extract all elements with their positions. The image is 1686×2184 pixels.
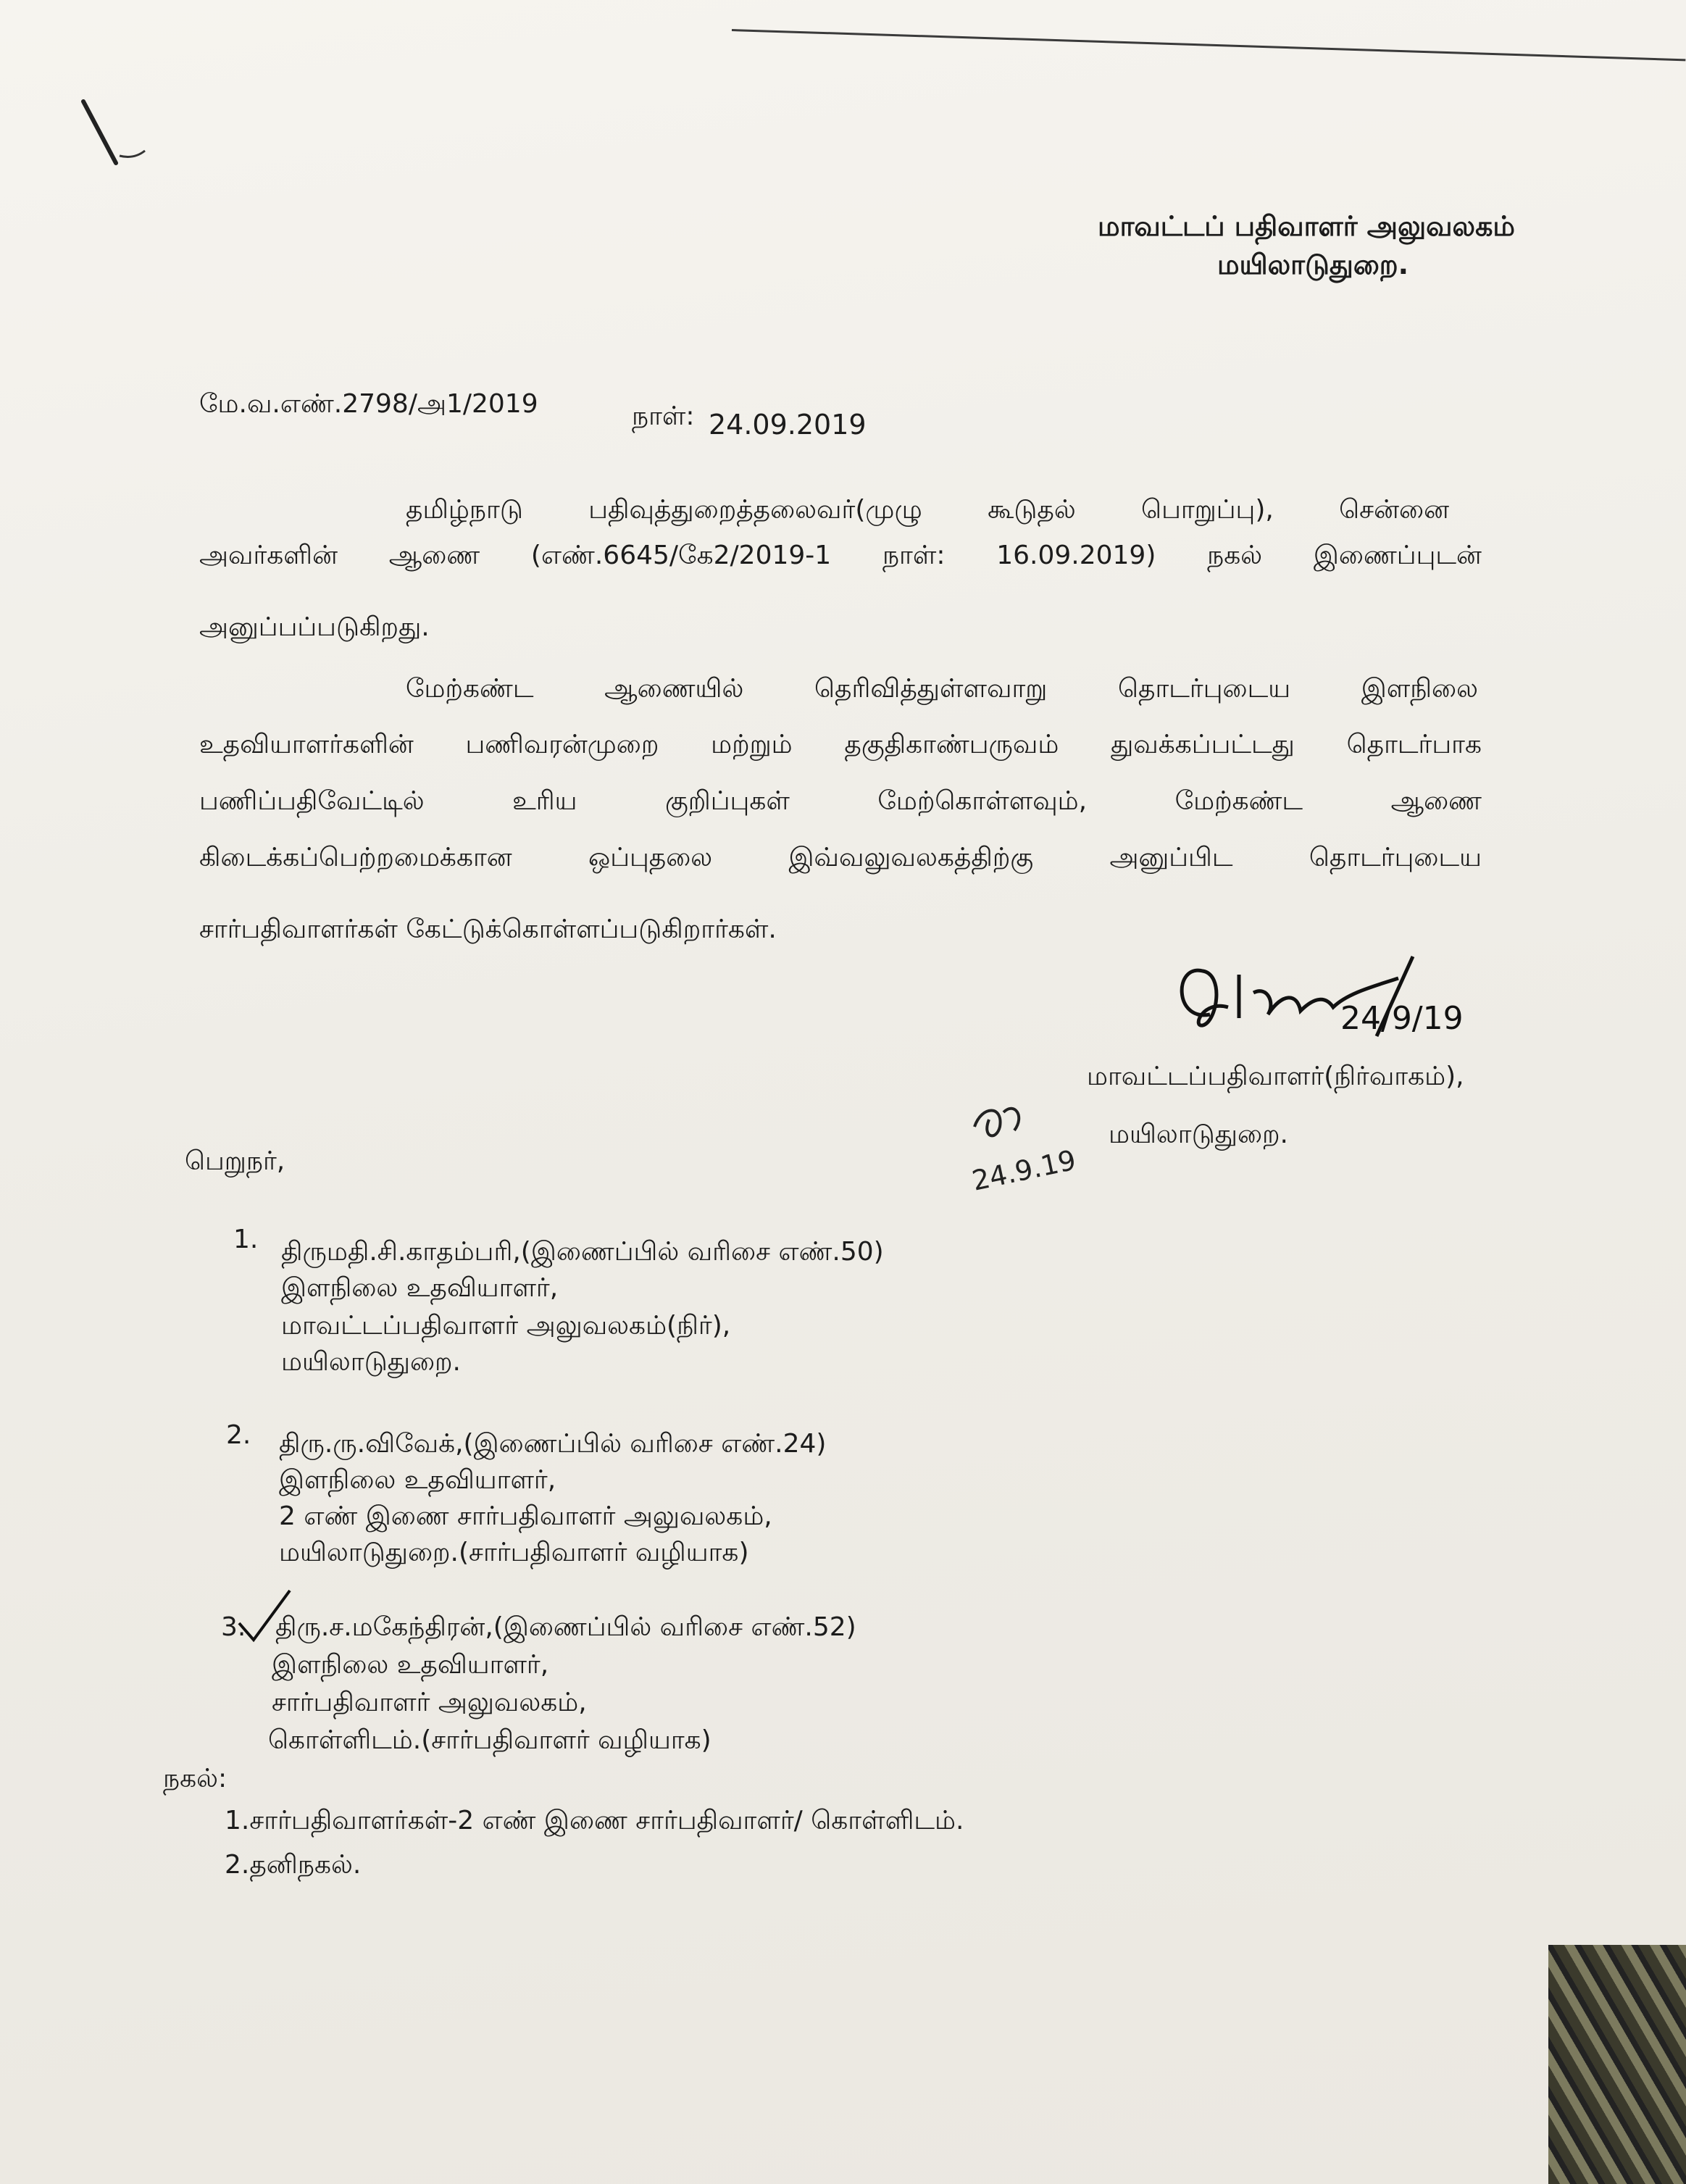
recipient-1-line1: திருமதி.சி.காதம்பரி,(இணைப்பில் வரிசை எண்.50) bbox=[281, 1237, 884, 1267]
office-name-line2: மயிலாடுதுறை. bbox=[1217, 249, 1409, 280]
recipient-2-line1: திரு.ரு.விவேக்,(இணைப்பில் வரிசை எண்.24) bbox=[279, 1429, 827, 1459]
recipients-label: பெறுநர், bbox=[185, 1146, 285, 1176]
para2-line1: மேற்கண்ட ஆணையில் தெரிவித்துள்ளவாறு தொடர்புடைய இளநிலை bbox=[406, 674, 1478, 704]
para1-line2: அவர்களின் ஆணை (எண்.6645/கே2/2019-1 நாள்: 16.09.2019) நகல் இணைப்புடன் bbox=[199, 541, 1482, 570]
page-edge-line bbox=[732, 29, 1685, 61]
para1-line1: தமிழ்நாடு பதிவுத்துறைத்தலைவர்(முழு கூடுதல் பொறுப்பு), சென்னை bbox=[406, 495, 1449, 525]
reference-number: மே.வ.எண்.2798/அ1/2019 bbox=[199, 389, 538, 419]
copy-item-1: 1.சார்பதிவாளர்கள்-2 எண் இணை சார்பதிவாளர்/ கொள்ளிடம். bbox=[225, 1806, 964, 1835]
initial-mark-icon bbox=[960, 1098, 1127, 1206]
date-label: நாள்: bbox=[632, 401, 695, 431]
binder-strip bbox=[1548, 1945, 1686, 2184]
copy-item-2: 2.தனிநகல். bbox=[225, 1850, 362, 1880]
recipient-1-line3: மாவட்டப்பதிவாளர் அலுவலகம்(நிர்), bbox=[281, 1311, 731, 1341]
recipient-3-line1: திரு.ச.மகேந்திரன்,(இணைப்பில் வரிசை எண்.52) bbox=[275, 1612, 856, 1642]
office-name-line1: மாவட்டப் பதிவாளர் அலுவலகம் bbox=[1098, 210, 1515, 242]
svg-text:24.9.19: 24.9.19 bbox=[969, 1143, 1079, 1197]
recipient-2-line2: இளநிலை உதவியாளர், bbox=[279, 1465, 556, 1495]
copy-label: நகல்: bbox=[163, 1764, 228, 1793]
para2-line5: சார்பதிவாளர்கள் கேட்டுக்கொள்ளப்படுகிறார்கள். bbox=[199, 914, 777, 944]
recipient-1-line4: மயிலாடுதுறை. bbox=[281, 1347, 461, 1377]
para2-line3: பணிப்பதிவேட்டில் உரிய குறிப்புகள் மேற்கொள்ளவும், மேற்கண்ட ஆணை bbox=[199, 786, 1482, 816]
para1-line3: அனுப்பப்படுகிறது. bbox=[199, 612, 430, 642]
para2-line4: கிடைக்கப்பெற்றமைக்கான ஒப்புதலை இவ்வலுவலகத்திற்கு அனுப்பிட தொடர்புடைய bbox=[199, 843, 1482, 872]
signature-icon bbox=[1159, 935, 1565, 1051]
recipient-3-line4: கொள்ளிடம்.(சார்பதிவாளர் வழியாக) bbox=[268, 1725, 711, 1755]
recipient-2-line4: மயிலாடுதுறை.(சார்பதிவாளர் வழியாக) bbox=[279, 1538, 749, 1567]
recipient-1-number: 1. bbox=[233, 1225, 259, 1254]
signatory-place: மயிலாடுதுறை. bbox=[1109, 1120, 1288, 1149]
recipient-2-number: 2. bbox=[226, 1420, 251, 1450]
recipient-3-line2: இளநிலை உதவியாளர், bbox=[272, 1650, 549, 1680]
date-value: 24.09.2019 bbox=[709, 409, 867, 441]
signatory-designation: மாவட்டப்பதிவாளர்(நிர்வாகம்), bbox=[1087, 1062, 1464, 1091]
svg-text:24/9/19: 24/9/19 bbox=[1340, 1000, 1464, 1037]
recipient-3-number: 3. bbox=[221, 1612, 246, 1642]
corner-pen-mark-icon bbox=[76, 87, 163, 167]
recipient-2-line3: 2 எண் இணை சார்பதிவாளர் அலுவலகம், bbox=[279, 1501, 772, 1531]
recipient-1-line2: இளநிலை உதவியாளர், bbox=[281, 1273, 559, 1303]
para2-line2: உதவியாளர்களின் பணிவரன்முறை மற்றும் தகுதிகாண்பருவம் துவக்கப்பட்டது தொடர்பாக bbox=[199, 730, 1482, 759]
recipient-3-line3: சார்பதிவாளர் அலுவலகம், bbox=[272, 1688, 587, 1717]
